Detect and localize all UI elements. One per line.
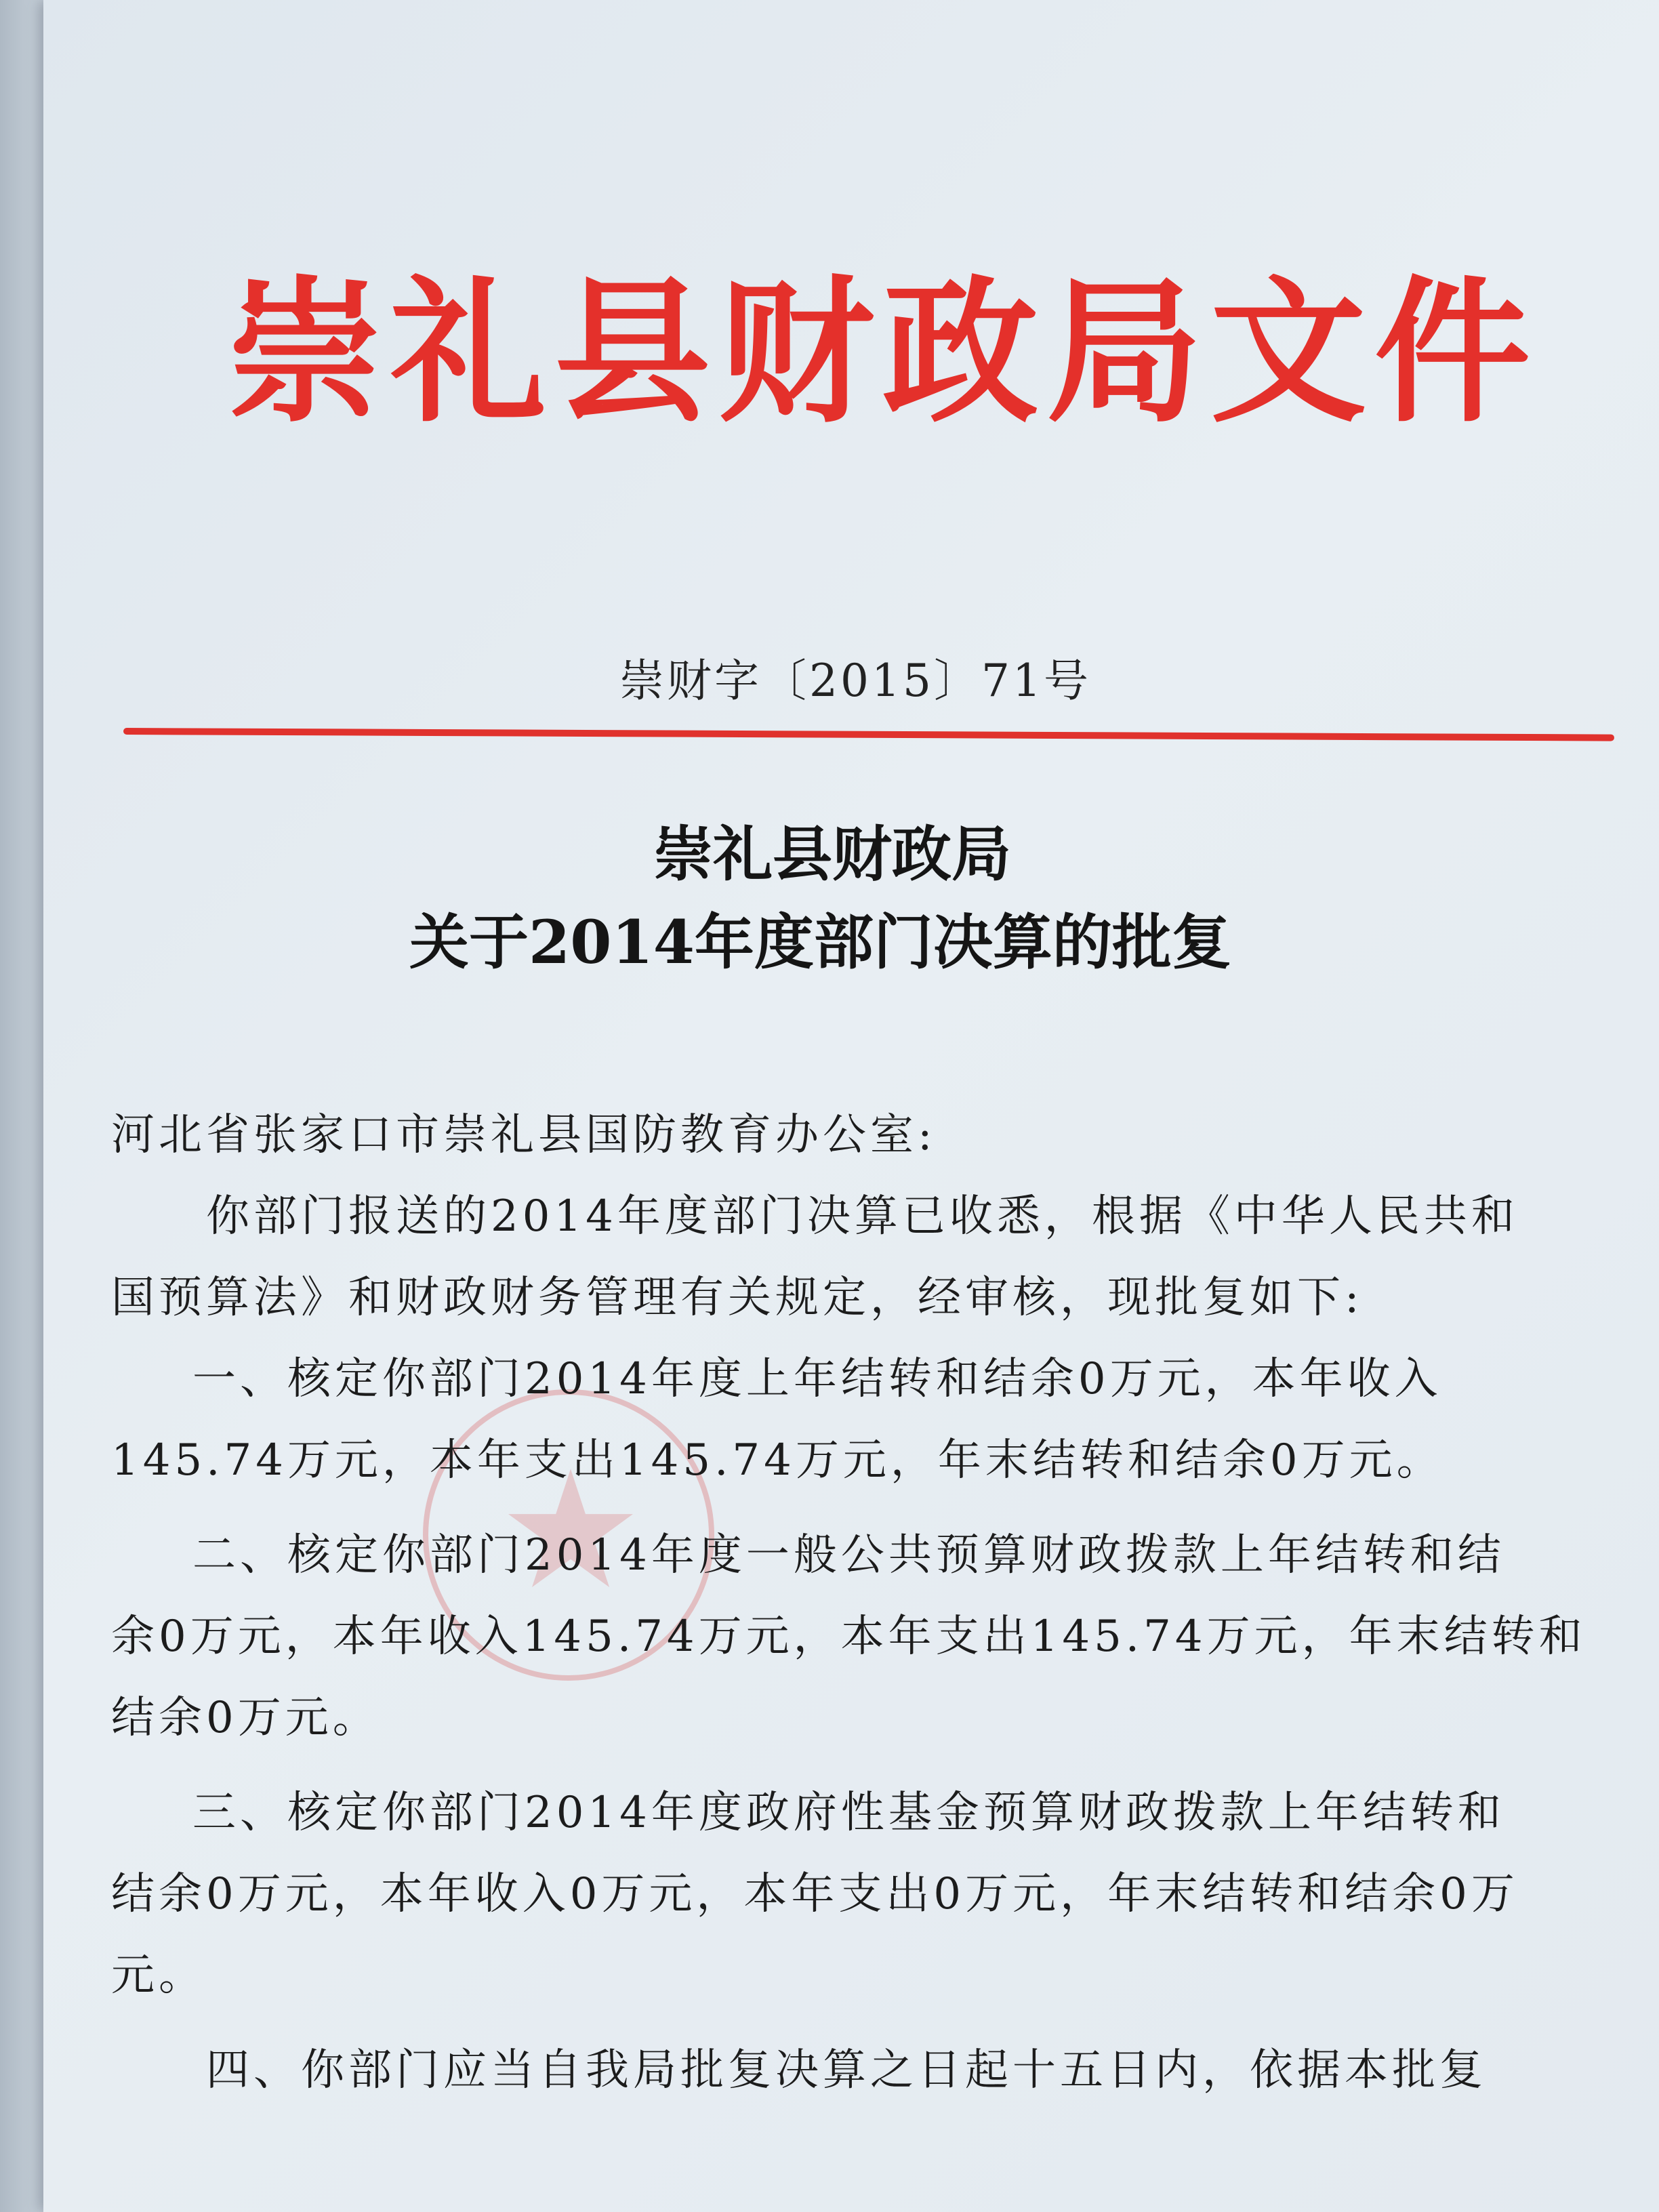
body-line: 二、核定你部门2014年度一般公共预算财政拨款上年结转和结 [192, 1530, 1505, 1580]
body-line: 元。 [111, 1950, 206, 2001]
addressee-line: 河北省张家口市崇礼县国防教育办公室: [111, 1110, 937, 1160]
body-line: 结余0万元。 [111, 1693, 380, 1743]
body-line: 你部门报送的2014年度部门决算已收悉，根据《中华人民共和 [206, 1191, 1519, 1242]
red-separator-rule [123, 728, 1614, 741]
seal-star-icon: ★ [497, 1435, 644, 1625]
body-line: 一、核定你部门2014年度上年结转和结余0万元，本年收入 [192, 1354, 1442, 1404]
body-line: 四、你部门应当自我局批复决算之日起十五日内，依据本批复 [206, 2045, 1487, 2095]
body-line: 145.74万元，本年支出145.74万元，年末结转和结余0万元。 [111, 1435, 1444, 1486]
title-issuer: 崇礼县财政局 [653, 819, 1012, 889]
body-line: 余0万元，本年收入145.74万元，本年支出145.74万元，年末结转和 [111, 1612, 1586, 1662]
document-number: 崇财字〔2015〕71号 [619, 655, 1091, 707]
document-page [43, 0, 1659, 2212]
issuer-banner: 崇礼县财政局文件 [226, 261, 1539, 444]
body-line: 三、核定你部门2014年度政府性基金预算财政拨款上年结转和 [192, 1788, 1505, 1838]
document-binding-edge [0, 0, 43, 2212]
title-subject: 关于2014年度部门决算的批复 [409, 907, 1231, 977]
body-line: 国预算法》和财政财务管理有关规定，经审核，现批复如下: [111, 1273, 1364, 1323]
body-line: 结余0万元，本年收入0万元，本年支出0万元，年末结转和结余0万 [111, 1869, 1519, 1919]
